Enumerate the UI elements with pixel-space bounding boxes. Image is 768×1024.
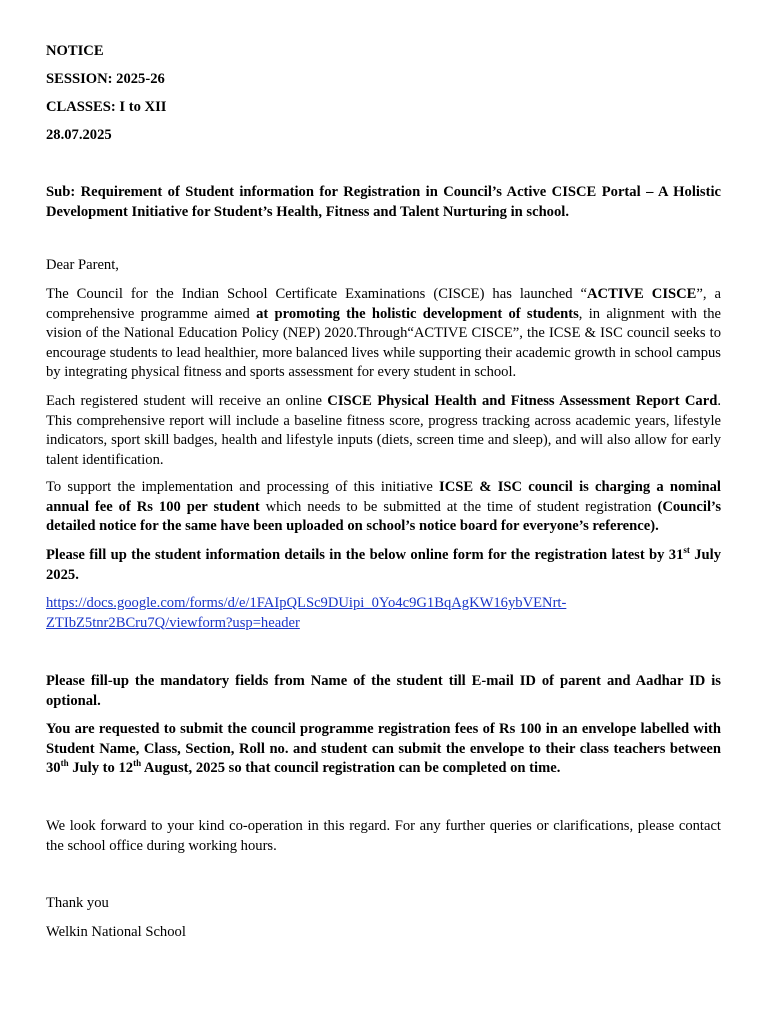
school-name: Welkin National School	[46, 924, 186, 940]
salutation: Dear Parent,	[46, 257, 119, 273]
closing-thanks: Thank you	[46, 895, 109, 911]
paragraph-mandatory-fields: Please fill-up the mandatory fields from Name of the student till E-mail ID of parent and Aadhar ID is optional.	[46, 673, 721, 709]
paragraph-intro: The Council for the Indian School Certificate Examinations (CISCE) has launched “ACTIVE CISCE”, a comprehensive programme aimed at promoting the holistic development of students, in alignment with the vision of the National Education Policy (NEP) 2020.Through“ACTIVE CISCE”, the ICSE & ISC council seeks to encourage students to lead healthier, more balanced lives while supporting their academic growth in school campus by integrating physical fitness and sports assessment for every student in school.	[46, 286, 721, 381]
paragraph-form-deadline: Please fill up the student information details in the below online form for the registration latest by 31st July 2025.	[46, 545, 721, 583]
session-line: SESSION: 2025-26	[46, 71, 165, 87]
form-link-block	[46, 594, 721, 633]
google-form-link[interactable]: https://docs.google.com/forms/d/e/1FAIpQLSc9DUipi_0Yo4c9G1BqAgKW16ybVENrt- ZTIbZ5tnr2BCru7Q/viewform?usp=header	[46, 595, 567, 631]
notice-heading: NOTICE	[46, 43, 104, 59]
subject-line: Sub: Requirement of Student information for Registration in Council’s Active CISCE Portal – A Holistic Development Initiative for Student’s Health, Fitness and Talent Nurturing in school.	[46, 184, 721, 220]
paragraph-report-card: Each registered student will receive an online CISCE Physical Health and Fitness Assessment Report Card. This comprehensive report will include a baseline fitness score, progress tracking across academic years, lifestyle indicators, sport skill badges, health and lifestyle inputs (diets, screen time and sleep), and will also allow for early talent identification.	[46, 393, 721, 468]
classes-line: CLASSES: I to XII	[46, 99, 167, 115]
paragraph-fee-submission: You are requested to submit the council programme registration fees of Rs 100 in an envelope labelled with Student Name, Class, Section, Roll no. and student can submit the envelope to their class teachers between 30th July to 12th August, 2025 so that council registration can be completed on time.	[46, 721, 721, 777]
notice-date: 28.07.2025	[46, 127, 112, 143]
paragraph-cooperation: We look forward to your kind co-operation in this regard. For any further queries or clarifications, please contact the school office during working hours.	[46, 818, 721, 854]
paragraph-fee: To support the implementation and processing of this initiative ICSE & ISC council is charging a nominal annual fee of Rs 100 per student which needs to be submitted at the time of student registration (Council’s detailed notice for the same have been uploaded on school’s notice board for everyone’s reference).	[46, 479, 721, 535]
